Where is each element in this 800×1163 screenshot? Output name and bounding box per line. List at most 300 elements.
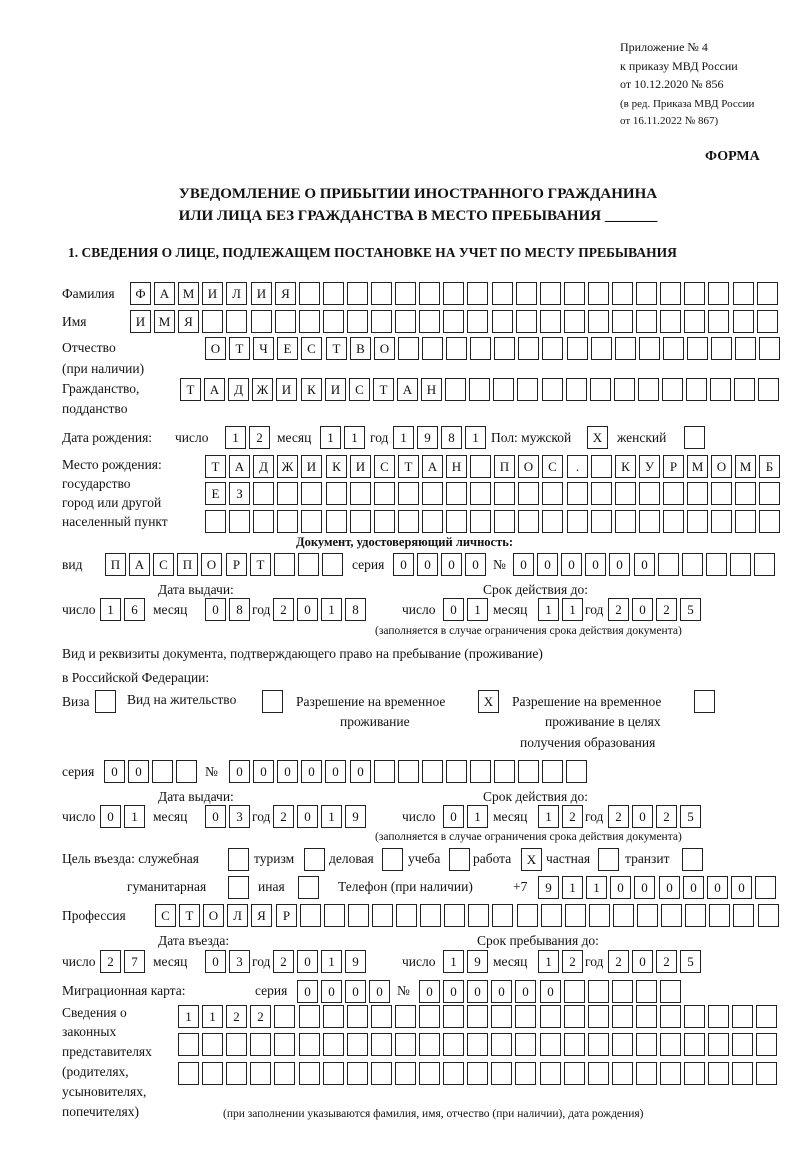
char-box[interactable] [396, 904, 417, 927]
char-box[interactable] [371, 282, 392, 305]
char-box[interactable] [757, 282, 778, 305]
char-box[interactable]: 1 [467, 598, 488, 621]
char-box[interactable] [299, 282, 320, 305]
char-box[interactable]: М [178, 282, 199, 305]
checkbox[interactable] [694, 690, 715, 713]
char-box[interactable]: С [155, 904, 176, 927]
char-box[interactable] [371, 310, 392, 333]
char-box[interactable] [612, 310, 633, 333]
char-box[interactable]: 0 [297, 980, 318, 1003]
checkbox[interactable] [228, 848, 249, 871]
char-box[interactable]: 0 [253, 760, 274, 783]
char-box[interactable] [229, 510, 250, 533]
char-box[interactable]: Д [253, 455, 274, 478]
char-box[interactable]: 1 [538, 950, 559, 973]
checkbox[interactable] [682, 848, 703, 871]
char-box[interactable] [202, 1033, 223, 1056]
char-box[interactable] [299, 1005, 320, 1028]
char-box[interactable]: Т [326, 337, 347, 360]
char-box[interactable]: 0 [205, 598, 226, 621]
char-box[interactable] [301, 510, 322, 533]
char-box[interactable] [686, 378, 707, 401]
char-box[interactable]: 2 [273, 950, 294, 973]
char-box[interactable] [591, 455, 612, 478]
char-box[interactable] [687, 482, 708, 505]
char-box[interactable]: О [518, 455, 539, 478]
char-box[interactable]: З [229, 482, 250, 505]
char-box[interactable] [565, 904, 586, 927]
char-box[interactable] [323, 310, 344, 333]
char-box[interactable]: С [301, 337, 322, 360]
char-box[interactable]: С [153, 553, 174, 576]
char-box[interactable]: 1 [321, 950, 342, 973]
char-box[interactable] [446, 482, 467, 505]
char-box[interactable]: О [205, 337, 226, 360]
char-box[interactable] [708, 1033, 729, 1056]
char-box[interactable]: 0 [443, 980, 464, 1003]
char-box[interactable] [422, 337, 443, 360]
char-box[interactable]: О [711, 455, 732, 478]
char-box[interactable]: 0 [634, 553, 655, 576]
char-box[interactable] [591, 482, 612, 505]
char-box[interactable]: 1 [562, 876, 583, 899]
char-box[interactable] [687, 510, 708, 533]
char-box[interactable]: В [350, 337, 371, 360]
char-box[interactable] [612, 1033, 633, 1056]
char-box[interactable]: Т [398, 455, 419, 478]
char-box[interactable] [518, 337, 539, 360]
char-box[interactable] [274, 1033, 295, 1056]
char-box[interactable] [710, 378, 731, 401]
char-box[interactable] [759, 482, 780, 505]
char-box[interactable] [591, 510, 612, 533]
char-box[interactable]: 1 [393, 426, 414, 449]
char-box[interactable] [564, 1062, 585, 1085]
char-box[interactable] [636, 1005, 657, 1028]
char-box[interactable] [398, 337, 419, 360]
char-box[interactable]: . [567, 455, 588, 478]
char-box[interactable] [682, 553, 703, 576]
char-box[interactable] [567, 482, 588, 505]
char-box[interactable] [639, 337, 660, 360]
char-box[interactable] [178, 1062, 199, 1085]
char-box[interactable] [591, 337, 612, 360]
char-box[interactable] [395, 1033, 416, 1056]
char-box[interactable] [588, 1033, 609, 1056]
checkbox[interactable] [684, 426, 705, 449]
char-box[interactable] [422, 482, 443, 505]
char-box[interactable]: 0 [515, 980, 536, 1003]
char-box[interactable]: 8 [229, 598, 250, 621]
checkbox[interactable] [228, 876, 249, 899]
char-box[interactable]: 0 [609, 553, 630, 576]
char-box[interactable]: Н [421, 378, 442, 401]
char-box[interactable]: Т [180, 378, 201, 401]
char-box[interactable] [467, 1062, 488, 1085]
char-box[interactable] [734, 378, 755, 401]
char-box[interactable] [588, 310, 609, 333]
char-box[interactable] [419, 1062, 440, 1085]
char-box[interactable] [662, 378, 683, 401]
char-box[interactable]: А [422, 455, 443, 478]
char-box[interactable]: Т [229, 337, 250, 360]
char-box[interactable]: М [154, 310, 175, 333]
char-box[interactable]: 0 [585, 553, 606, 576]
char-box[interactable]: И [130, 310, 151, 333]
char-box[interactable] [518, 760, 539, 783]
char-box[interactable] [660, 1033, 681, 1056]
char-box[interactable]: И [325, 378, 346, 401]
checkbox[interactable] [298, 876, 319, 899]
char-box[interactable] [687, 337, 708, 360]
char-box[interactable]: 0 [610, 876, 631, 899]
char-box[interactable] [684, 1033, 705, 1056]
char-box[interactable]: 0 [369, 980, 390, 1003]
char-box[interactable] [564, 1005, 585, 1028]
checkbox[interactable] [262, 690, 283, 713]
char-box[interactable]: 2 [273, 805, 294, 828]
char-box[interactable]: И [301, 455, 322, 478]
char-box[interactable] [730, 553, 751, 576]
char-box[interactable]: 0 [345, 980, 366, 1003]
char-box[interactable] [733, 904, 754, 927]
char-box[interactable] [685, 904, 706, 927]
char-box[interactable]: Я [178, 310, 199, 333]
char-box[interactable] [422, 760, 443, 783]
char-box[interactable] [660, 282, 681, 305]
char-box[interactable]: 1 [538, 598, 559, 621]
char-box[interactable] [732, 1033, 753, 1056]
char-box[interactable]: П [105, 553, 126, 576]
checkbox[interactable] [598, 848, 619, 871]
char-box[interactable]: 0 [419, 980, 440, 1003]
char-box[interactable] [374, 482, 395, 505]
char-box[interactable]: 2 [250, 1005, 271, 1028]
char-box[interactable] [733, 282, 754, 305]
char-box[interactable] [567, 510, 588, 533]
char-box[interactable] [347, 1005, 368, 1028]
char-box[interactable]: И [276, 378, 297, 401]
char-box[interactable] [419, 1005, 440, 1028]
char-box[interactable] [176, 760, 197, 783]
char-box[interactable]: 0 [707, 876, 728, 899]
char-box[interactable] [615, 510, 636, 533]
char-box[interactable] [398, 510, 419, 533]
char-box[interactable] [470, 760, 491, 783]
char-box[interactable]: 0 [350, 760, 371, 783]
char-box[interactable] [588, 1062, 609, 1085]
char-box[interactable]: 0 [443, 805, 464, 828]
char-box[interactable] [250, 1062, 271, 1085]
char-box[interactable] [226, 1062, 247, 1085]
char-box[interactable] [277, 510, 298, 533]
char-box[interactable] [419, 1033, 440, 1056]
char-box[interactable] [732, 1062, 753, 1085]
char-box[interactable] [443, 1033, 464, 1056]
char-box[interactable]: К [301, 378, 322, 401]
char-box[interactable]: С [542, 455, 563, 478]
char-box[interactable]: Т [373, 378, 394, 401]
char-box[interactable] [301, 482, 322, 505]
char-box[interactable]: 8 [441, 426, 462, 449]
char-box[interactable]: 1 [586, 876, 607, 899]
char-box[interactable] [706, 553, 727, 576]
char-box[interactable]: 0 [537, 553, 558, 576]
char-box[interactable] [516, 282, 537, 305]
char-box[interactable] [755, 876, 776, 899]
char-box[interactable]: Я [275, 282, 296, 305]
char-box[interactable] [756, 1033, 777, 1056]
char-box[interactable] [374, 510, 395, 533]
char-box[interactable] [443, 310, 464, 333]
char-box[interactable]: Е [277, 337, 298, 360]
char-box[interactable] [492, 310, 513, 333]
char-box[interactable] [152, 760, 173, 783]
char-box[interactable] [323, 1005, 344, 1028]
char-box[interactable] [250, 1033, 271, 1056]
char-box[interactable]: А [129, 553, 150, 576]
char-box[interactable] [202, 1062, 223, 1085]
char-box[interactable]: 2 [656, 805, 677, 828]
char-box[interactable]: 1 [321, 598, 342, 621]
char-box[interactable] [711, 510, 732, 533]
char-box[interactable]: С [349, 378, 370, 401]
char-box[interactable]: 0 [277, 760, 298, 783]
char-box[interactable] [615, 482, 636, 505]
char-box[interactable] [446, 337, 467, 360]
char-box[interactable] [298, 553, 319, 576]
char-box[interactable] [494, 760, 515, 783]
char-box[interactable] [274, 1005, 295, 1028]
char-box[interactable] [684, 1062, 705, 1085]
char-box[interactable] [589, 904, 610, 927]
char-box[interactable] [636, 1033, 657, 1056]
char-box[interactable]: 1 [225, 426, 246, 449]
char-box[interactable] [612, 980, 633, 1003]
char-box[interactable]: Р [663, 455, 684, 478]
char-box[interactable] [445, 378, 466, 401]
char-box[interactable]: К [326, 455, 347, 478]
char-box[interactable] [350, 510, 371, 533]
char-box[interactable] [542, 510, 563, 533]
char-box[interactable] [564, 310, 585, 333]
char-box[interactable] [493, 378, 514, 401]
char-box[interactable] [395, 282, 416, 305]
char-box[interactable]: 0 [491, 980, 512, 1003]
char-box[interactable]: 0 [634, 876, 655, 899]
char-box[interactable] [660, 1062, 681, 1085]
char-box[interactable] [757, 310, 778, 333]
char-box[interactable]: М [735, 455, 756, 478]
char-box[interactable] [395, 1062, 416, 1085]
char-box[interactable] [419, 310, 440, 333]
char-box[interactable] [540, 282, 561, 305]
char-box[interactable]: П [177, 553, 198, 576]
char-box[interactable] [446, 510, 467, 533]
checkbox[interactable]: X [587, 426, 608, 449]
char-box[interactable] [348, 904, 369, 927]
char-box[interactable]: Д [228, 378, 249, 401]
char-box[interactable] [542, 337, 563, 360]
char-box[interactable] [708, 310, 729, 333]
char-box[interactable]: 0 [683, 876, 704, 899]
char-box[interactable]: 2 [562, 950, 583, 973]
char-box[interactable] [350, 482, 371, 505]
char-box[interactable]: 0 [632, 805, 653, 828]
char-box[interactable] [542, 760, 563, 783]
char-box[interactable]: 3 [229, 950, 250, 973]
char-box[interactable]: 8 [345, 598, 366, 621]
char-box[interactable]: 2 [656, 950, 677, 973]
char-box[interactable] [226, 1033, 247, 1056]
char-box[interactable] [374, 760, 395, 783]
char-box[interactable] [446, 760, 467, 783]
checkbox[interactable]: X [478, 690, 499, 713]
char-box[interactable] [467, 1033, 488, 1056]
char-box[interactable]: 1 [321, 805, 342, 828]
char-box[interactable] [323, 282, 344, 305]
char-box[interactable] [467, 310, 488, 333]
char-box[interactable] [517, 904, 538, 927]
char-box[interactable]: Е [205, 482, 226, 505]
char-box[interactable]: 0 [297, 598, 318, 621]
char-box[interactable] [708, 1005, 729, 1028]
char-box[interactable] [515, 1005, 536, 1028]
char-box[interactable]: 9 [538, 876, 559, 899]
char-box[interactable] [371, 1062, 392, 1085]
char-box[interactable] [347, 310, 368, 333]
char-box[interactable]: А [229, 455, 250, 478]
char-box[interactable] [277, 482, 298, 505]
char-box[interactable]: 1 [124, 805, 145, 828]
char-box[interactable] [178, 1033, 199, 1056]
char-box[interactable]: 1 [344, 426, 365, 449]
char-box[interactable]: 0 [297, 950, 318, 973]
char-box[interactable]: Ж [252, 378, 273, 401]
char-box[interactable] [395, 1005, 416, 1028]
char-box[interactable] [735, 337, 756, 360]
char-box[interactable] [517, 378, 538, 401]
char-box[interactable]: Я [251, 904, 272, 927]
char-box[interactable] [567, 337, 588, 360]
char-box[interactable] [491, 1062, 512, 1085]
char-box[interactable] [564, 1033, 585, 1056]
char-box[interactable]: 1 [443, 950, 464, 973]
char-box[interactable] [347, 282, 368, 305]
char-box[interactable] [758, 904, 779, 927]
char-box[interactable]: 0 [100, 805, 121, 828]
char-box[interactable]: Т [205, 455, 226, 478]
char-box[interactable]: О [201, 553, 222, 576]
char-box[interactable]: И [350, 455, 371, 478]
char-box[interactable] [663, 482, 684, 505]
char-box[interactable]: 0 [205, 950, 226, 973]
char-box[interactable]: 9 [467, 950, 488, 973]
char-box[interactable] [754, 553, 775, 576]
char-box[interactable] [494, 337, 515, 360]
char-box[interactable] [612, 1062, 633, 1085]
char-box[interactable]: С [374, 455, 395, 478]
char-box[interactable] [709, 904, 730, 927]
char-box[interactable]: Ж [277, 455, 298, 478]
char-box[interactable]: 1 [562, 598, 583, 621]
char-box[interactable] [444, 904, 465, 927]
char-box[interactable] [516, 310, 537, 333]
char-box[interactable] [398, 482, 419, 505]
char-box[interactable] [470, 510, 491, 533]
checkbox[interactable] [95, 690, 116, 713]
char-box[interactable] [371, 1005, 392, 1028]
char-box[interactable] [422, 510, 443, 533]
char-box[interactable]: 0 [443, 598, 464, 621]
char-box[interactable] [733, 310, 754, 333]
char-box[interactable] [443, 1005, 464, 1028]
char-box[interactable] [253, 482, 274, 505]
checkbox[interactable] [449, 848, 470, 871]
char-box[interactable]: 5 [680, 950, 701, 973]
char-box[interactable]: Л [226, 282, 247, 305]
char-box[interactable] [419, 282, 440, 305]
char-box[interactable] [658, 553, 679, 576]
char-box[interactable] [756, 1005, 777, 1028]
char-box[interactable]: 2 [226, 1005, 247, 1028]
char-box[interactable] [566, 378, 587, 401]
char-box[interactable] [588, 282, 609, 305]
char-box[interactable]: 1 [320, 426, 341, 449]
char-box[interactable] [326, 482, 347, 505]
char-box[interactable]: И [251, 282, 272, 305]
char-box[interactable]: 9 [345, 805, 366, 828]
char-box[interactable] [661, 904, 682, 927]
char-box[interactable] [613, 904, 634, 927]
char-box[interactable] [324, 904, 345, 927]
char-box[interactable]: И [202, 282, 223, 305]
char-box[interactable]: 2 [562, 805, 583, 828]
char-box[interactable] [470, 337, 491, 360]
char-box[interactable]: 0 [513, 553, 534, 576]
char-box[interactable]: М [687, 455, 708, 478]
char-box[interactable] [612, 282, 633, 305]
char-box[interactable] [540, 1005, 561, 1028]
char-box[interactable] [735, 510, 756, 533]
char-box[interactable] [756, 1062, 777, 1085]
char-box[interactable] [275, 310, 296, 333]
char-box[interactable]: 9 [417, 426, 438, 449]
char-box[interactable]: 2 [100, 950, 121, 973]
char-box[interactable] [540, 1062, 561, 1085]
char-box[interactable] [732, 1005, 753, 1028]
char-box[interactable] [205, 510, 226, 533]
char-box[interactable]: 2 [273, 598, 294, 621]
char-box[interactable]: 6 [124, 598, 145, 621]
char-box[interactable] [660, 310, 681, 333]
char-box[interactable] [253, 510, 274, 533]
char-box[interactable]: 0 [297, 805, 318, 828]
char-box[interactable] [323, 1033, 344, 1056]
char-box[interactable] [299, 1033, 320, 1056]
char-box[interactable]: П [494, 455, 515, 478]
char-box[interactable] [515, 1062, 536, 1085]
char-box[interactable] [758, 378, 779, 401]
char-box[interactable] [468, 904, 489, 927]
char-box[interactable] [300, 904, 321, 927]
char-box[interactable]: 1 [467, 805, 488, 828]
char-box[interactable]: Т [250, 553, 271, 576]
char-box[interactable]: 0 [393, 553, 414, 576]
char-box[interactable] [470, 482, 491, 505]
char-box[interactable] [202, 310, 223, 333]
char-box[interactable]: 0 [465, 553, 486, 576]
